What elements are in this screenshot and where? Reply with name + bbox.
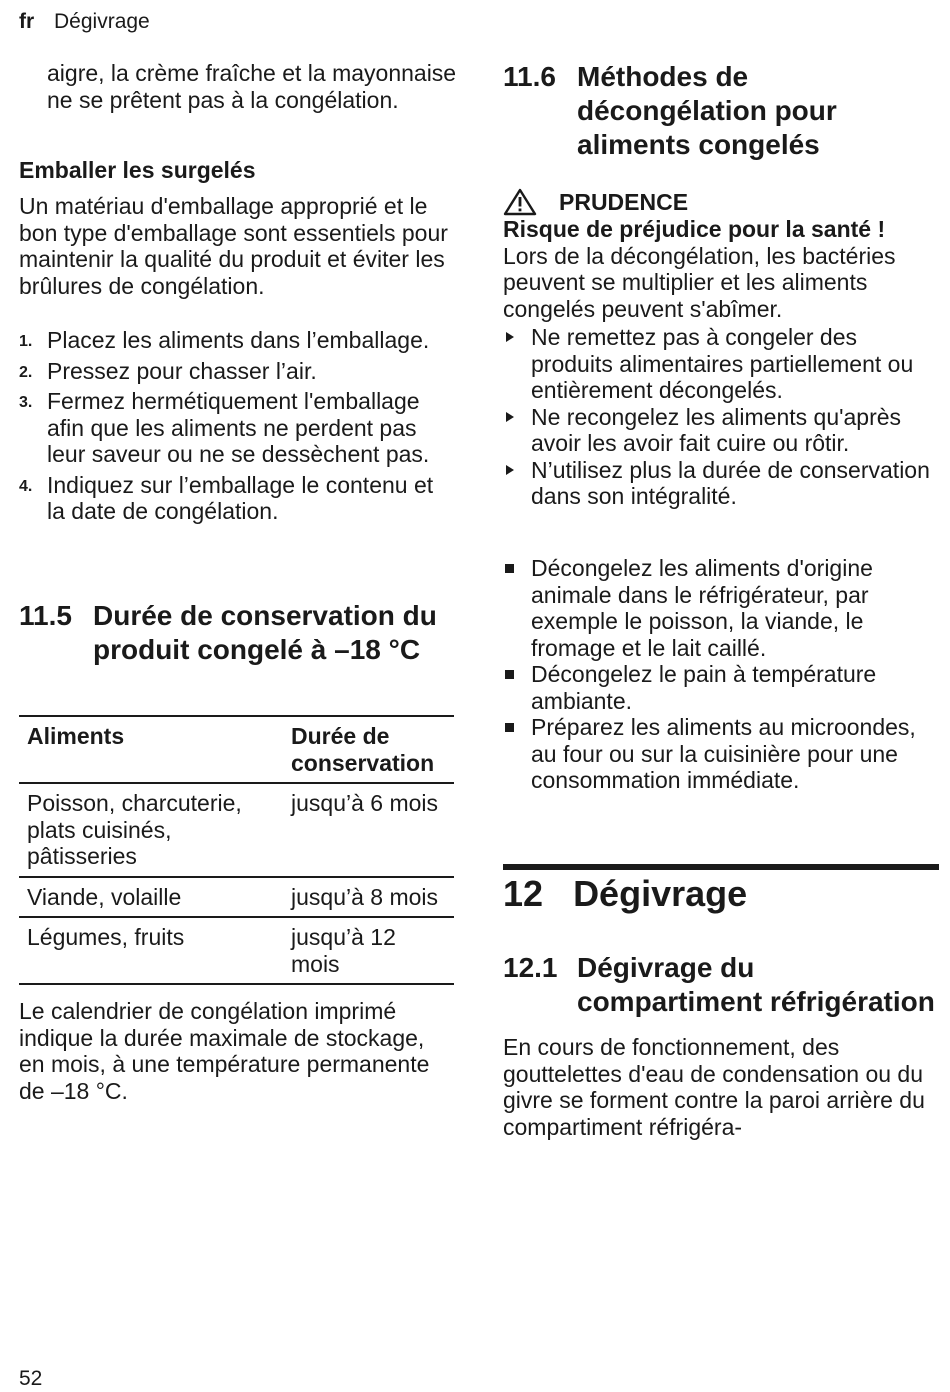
thawing-methods-list [503,555,939,794]
square-bullet-icon [505,564,514,573]
triangle-bullet-icon [506,412,514,422]
step-text: Indiquez sur l’emballage le contenu et la date de congélation. [47,471,434,524]
caution-block [503,188,939,322]
step-number: 1. [19,333,33,350]
list-item-text: Ne remettez pas à congeler des produits alimentaires partiellement ou entièrement décongelés. [531,324,914,403]
list-item [503,324,939,404]
caution-title [503,188,939,216]
cell-duration: jusqu’à 12 mois [291,924,396,977]
page-number: 52 [19,1367,43,1390]
section-number: 11.5 [19,600,72,631]
step-text: Placez les aliments dans l’emballage. [47,327,430,353]
caution-text: Lors de la décongélation, les bactéries peuvent se multiplier et les aliments congelés peuvent s'abîmer. [503,242,896,322]
warning-triangle-icon [503,188,537,216]
section-title: Méthodes de décongélation pour aliments congelés [577,61,837,160]
packaging-steps [19,327,455,529]
table-header-row [19,716,454,783]
cell-food: Légumes, fruits [27,924,185,950]
square-bullet-icon [505,723,514,732]
square-bullet-icon [505,670,514,679]
storage-duration-table [19,715,454,985]
heading-11-6 [503,60,939,162]
language-code: fr [19,10,35,33]
running-header [19,10,150,34]
header-section: Dégivrage [54,10,150,33]
list-item [503,661,939,714]
list-item [503,714,939,794]
defrost-paragraph: En cours de fonctionnement, des gouttelettes d'eau de condensation ou du givre se forment contre la paroi arrière du compartiment réfrigéra- [503,1034,925,1140]
subheading-packaging: Emballer les surgelés [19,157,256,183]
chapter-number: 12 [503,873,544,914]
step-text: Pressez pour chasser l’air. [47,357,317,384]
column-header-food: Aliments [27,723,125,749]
section-title: Durée de conservation du produit congelé à –18 °C [93,600,437,665]
table-row [19,877,454,918]
calendar-note: Le calendrier de congélation imprimé indique la durée maximale de stockage, en mois, à une température permanente de –18 °C. [19,998,430,1104]
list-item [503,457,939,510]
heading-12 [503,872,747,916]
step-number: 2. [19,363,33,381]
heading-12-1 [503,951,939,1019]
list-item [19,388,455,468]
section-number: 12.1 [503,952,558,983]
list-item-text: N’utilisez plus la durée de conservation dans son intégralité. [531,456,930,509]
caution-actions-list [503,324,939,510]
column-header-duration: Durée de conservation [291,723,435,776]
caution-label: PRUDENCE [559,188,689,215]
table-row [19,917,454,984]
list-item-text: Préparez les aliments au microondes, au four ou sur la cuisinière pour une consommation immédiate. [531,714,916,793]
cell-duration: jusqu’à 8 mois [291,883,439,910]
list-item-text: Ne recongelez les aliments qu'après avoir les avoir fait cuire ou rôtir. [531,403,902,456]
list-item [19,358,455,385]
table-row [19,783,454,877]
step-number: 4. [19,477,33,495]
packaging-intro: Un matériau d'emballage approprié et le bon type d'emballage sont essentiels pour maintenir la qualité du produit et éviter les brûlures de congélation. [19,193,448,299]
chapter-title: Dégivrage [573,873,748,914]
heading-11-5 [19,599,455,667]
cell-food: Viande, volaille [27,883,182,910]
continued-paragraph: aigre, la crème fraîche et la mayonnaise ne se prêtent pas à la congélation. [47,60,457,113]
list-item-text: Décongelez les aliments d'origine animale dans le réfrigérateur, par exemple le poisson, la viande, le fromage et le lait caillé. [531,555,873,661]
cell-food: Poisson, charcuterie, plats cuisinés, pâtisseries [27,790,242,869]
chapter-divider [503,864,939,870]
list-item [503,555,939,661]
caution-risk: Risque de préjudice pour la santé ! [503,216,886,242]
section-number: 11.6 [503,61,556,92]
triangle-bullet-icon [506,332,514,342]
list-item [19,327,455,354]
list-item [19,472,455,525]
triangle-bullet-icon [506,465,514,475]
cell-duration: jusqu’à 6 mois [291,790,439,816]
step-number: 3. [19,394,33,411]
section-title: Dégivrage du compartiment réfrigération [577,952,935,1017]
list-item [503,404,939,457]
list-item-text: Décongelez le pain à température ambiante. [531,661,877,714]
step-text: Fermez hermétiquement l'emballage afin que les aliments ne perdent pas leur saveur ou ne se dessèchent pas. [47,388,430,467]
